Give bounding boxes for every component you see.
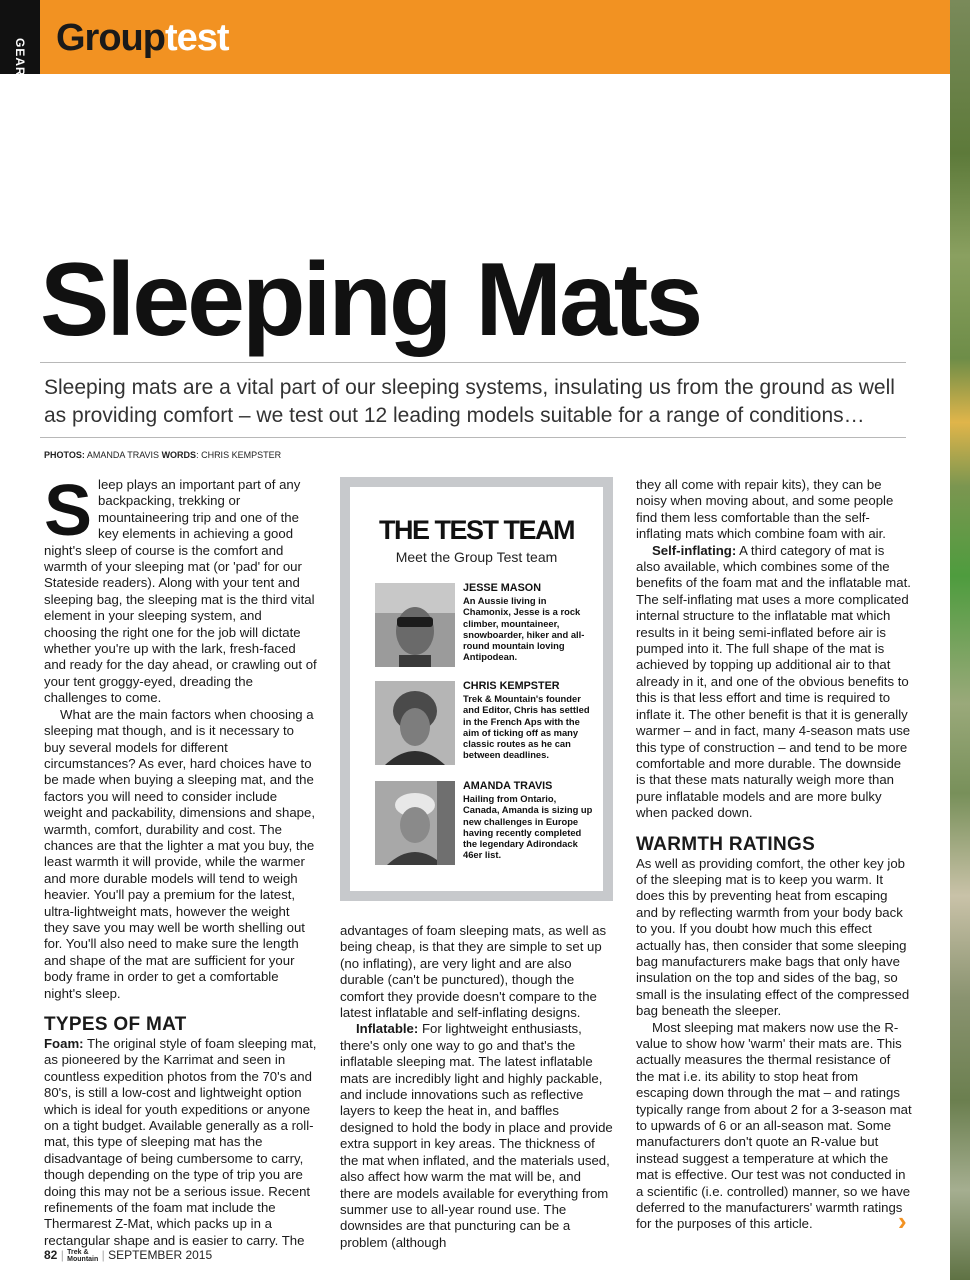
words-credit: : CHRIS KEMPSTER (196, 450, 282, 460)
col3-para3: As well as providing comfort, the other key job of the sleeping mat is to keep you warm. It does this by preventing heat from escaping and by reflecting warmth from your body back to you. If you doubt how much this effect actually has, then consider that some sleeping bag manufacturers make bags that only have insulation on the top and sides of the bag, so small is the insulating effect of the compressed bag beneath the sleeper. (636, 855, 910, 1019)
col1-para3: The original style of foam sleeping mat, as pioneered by the Karrimat and seen in countless expedition photos from the 70's and 80's, is still a low-cost and lightweight option which is ideal for youth expeditions or anyone on a tight budget. Available generally as a roll-mat, this type of sleeping mat has the disadvantage of being cumbersome to carry, though depending on the type of trip you are doing this may not be a serious issue. Recent refinements of the foam mat include the Thermarest Z-Mat, which packs up in a rectangular shape and is easier to carry. The (44, 1036, 317, 1248)
header-bar (0, 0, 950, 77)
edge-photo (950, 0, 970, 1280)
divider-bottom (40, 437, 906, 438)
drop-cap: S (44, 471, 93, 551)
team-title: THE TEST TEAM (379, 515, 574, 545)
title-part2: test (164, 17, 229, 59)
member-photo-jesse (375, 583, 455, 667)
member-name: AMANDA TRAVIS (463, 780, 553, 792)
credits (44, 450, 281, 460)
member-bio: Trek & Mountain's founder and Editor, Chris has settled in the French Aps with the aim of ticking off as many classic routes as he can between deadlines. (463, 693, 590, 761)
words-label: WORDS (161, 450, 197, 460)
column-3 (636, 477, 912, 1233)
foam-label: Foam: (44, 1036, 84, 1051)
member-photo-chris (375, 681, 455, 765)
photos-label: PHOTOS: (44, 450, 85, 460)
col3-para4: Most sleeping mat makers now use the R-value to show how 'warm' their mats are. This actually measures the thermal resistance of the mat i.e. its ability to stop heat from escaping down through the mat – and ratings typically range from about 2 for a 3-season mat to upwards of 6 or an all-season mat. Some manufacturers don't quote an R-value but instead suggest a temperature at which the mat is effective. Our test was not conducted in a scientific (i.e. controlled) manner, so we have deferred to the manufacturers' warmth ratings for the purposes of this article. (636, 1019, 912, 1232)
page-footer: 82 | Trek & Mountain | SEPTEMBER 2015 (44, 1248, 213, 1263)
column-1 (44, 471, 318, 1249)
col3-para2: A third category of mat is also available, which combines some of the benefits of the foam mat and the inflatable mat. The self-inflating mat uses a more complicated internal structure to the inflatable mat which results in it being semi-inflated before air is pumped into it. The full shape of the mat is achieved by topping up additional air to that already in it, and one of the obvious benefits to this is that less effort and time is required to inflate it. The other benefit is that it is generally warmer – and in fact, many 4-season mats use this type of construction – and tend to be more comfortable and more durable. The downside is that these mats naturally weigh more than pure inflatable models and are more bulky when packed down. (636, 542, 911, 821)
logo-bottom: Mountain (67, 1255, 99, 1263)
heading-types-of-mat: TYPES OF MAT (44, 1014, 187, 1035)
col3-para1: they all come with repair kits), they can be noisy when moving about, and some people find them less comfortable than the self-inflating mats which combine foam with air. (636, 477, 894, 542)
issue-date: SEPTEMBER 2015 (108, 1248, 213, 1262)
photos-credit: AMANDA TRAVIS (86, 450, 160, 460)
col1-para2: What are the main factors when choosing a sleeping mat though, and is it necessary to buy several models for different circumstances? As ever, hard choices have to be made when buying a sleeping mat, and the factors you will need to consider include weight and packability, dimensions and shape, warmth, comfort, durability and cost. The chances are that the lighter a mat you buy, the least warmth it will provide, while the warmer and more durable models will tend to weigh heavier. You'll pay a premium for the latest, ultra-lightweight mats, however the weight they save you may well be worth shelling out for. You'll also need to make sure the length and shape of the mat are sufficient for your body frame in order to get a comfortable night's sleep. (44, 706, 315, 1001)
divider-top (40, 362, 906, 363)
col2-para2: For lightweight enthusiasts, there's only one way to go and that's the inflatable sleeping mat. The latest inflatable mats are incredibly light and highly packable, and include innovations such as reflective layers to keep the heat in, and baffles designed to hold the body in place and provide extra support in key areas. The thickness of the mat when inflated, and the materials used, also affect how warm the mat will be, and there are models available for everything from summer use to all-year round use. The downsides are that puncturing can be a problem (although (340, 1021, 613, 1250)
test-team-box (340, 477, 613, 901)
member-name: CHRIS KEMPSTER (463, 680, 560, 692)
inflatable-label: Inflatable: (356, 1021, 419, 1037)
title-part1: Group (56, 17, 165, 59)
member-bio: An Aussie living in Chamonix, Jesse is a rock climber, mountaineer, snowboarder, hiker and all-round mountain loving Antipodean. (463, 595, 585, 663)
member-photo-amanda (375, 781, 455, 865)
col1-para1: leep plays an important part of any backpacking, trekking or mountaineering trip and one of the key elements in achieving a good night's sleep of course is the comfort and warmth of your sleeping mat (or 'pad' for our Stateside readers). Along with your tent and sleeping bag, the sleeping mat is the third vital element in your sleeping system, and choosing the right one for the job will dictate whether you're up with the lark, fresh-faced and ready for the day ahead, or crawling out of your tent groggy-eyed, dreading the challenges to come. (44, 477, 317, 706)
section-tab-label: GEAR (13, 38, 27, 77)
member-bio: Hailing from Ontario, Canada, Amanda is sizing up new challenges in Europe having recently completed the legendary Adirondack 46er list. (463, 793, 593, 861)
magazine-logo (67, 1249, 98, 1263)
team-subtitle: Meet the Group Test team (395, 549, 558, 565)
group-test-title (56, 16, 229, 60)
member-name: JESSE MASON (463, 582, 541, 594)
col2-para1: advantages of foam sleeping mats, as well as being cheap, is that they are simple to set up (no inflating), are very light and are also durable (can't be punctured), though the comfort they provide doesn't compare to the latest inflatable and self-inflating designs. (340, 923, 607, 1021)
column-2 (340, 923, 614, 1251)
self-inflating-label: Self-inflating: (652, 542, 737, 558)
continue-arrow-icon: › (898, 1206, 907, 1236)
page-number: 82 (44, 1248, 58, 1262)
article-title: Sleeping Mats (40, 242, 701, 358)
intro-standfirst: Sleeping mats are a vital part of our sleeping systems, insulating us from the ground as well as providing comfort – we test out 12 leading models suitable for a range of conditions… (44, 376, 895, 427)
heading-warmth-ratings: WARMTH RATINGS (636, 833, 816, 855)
section-tab (0, 0, 40, 77)
logo-top: Trek & (67, 1248, 89, 1256)
